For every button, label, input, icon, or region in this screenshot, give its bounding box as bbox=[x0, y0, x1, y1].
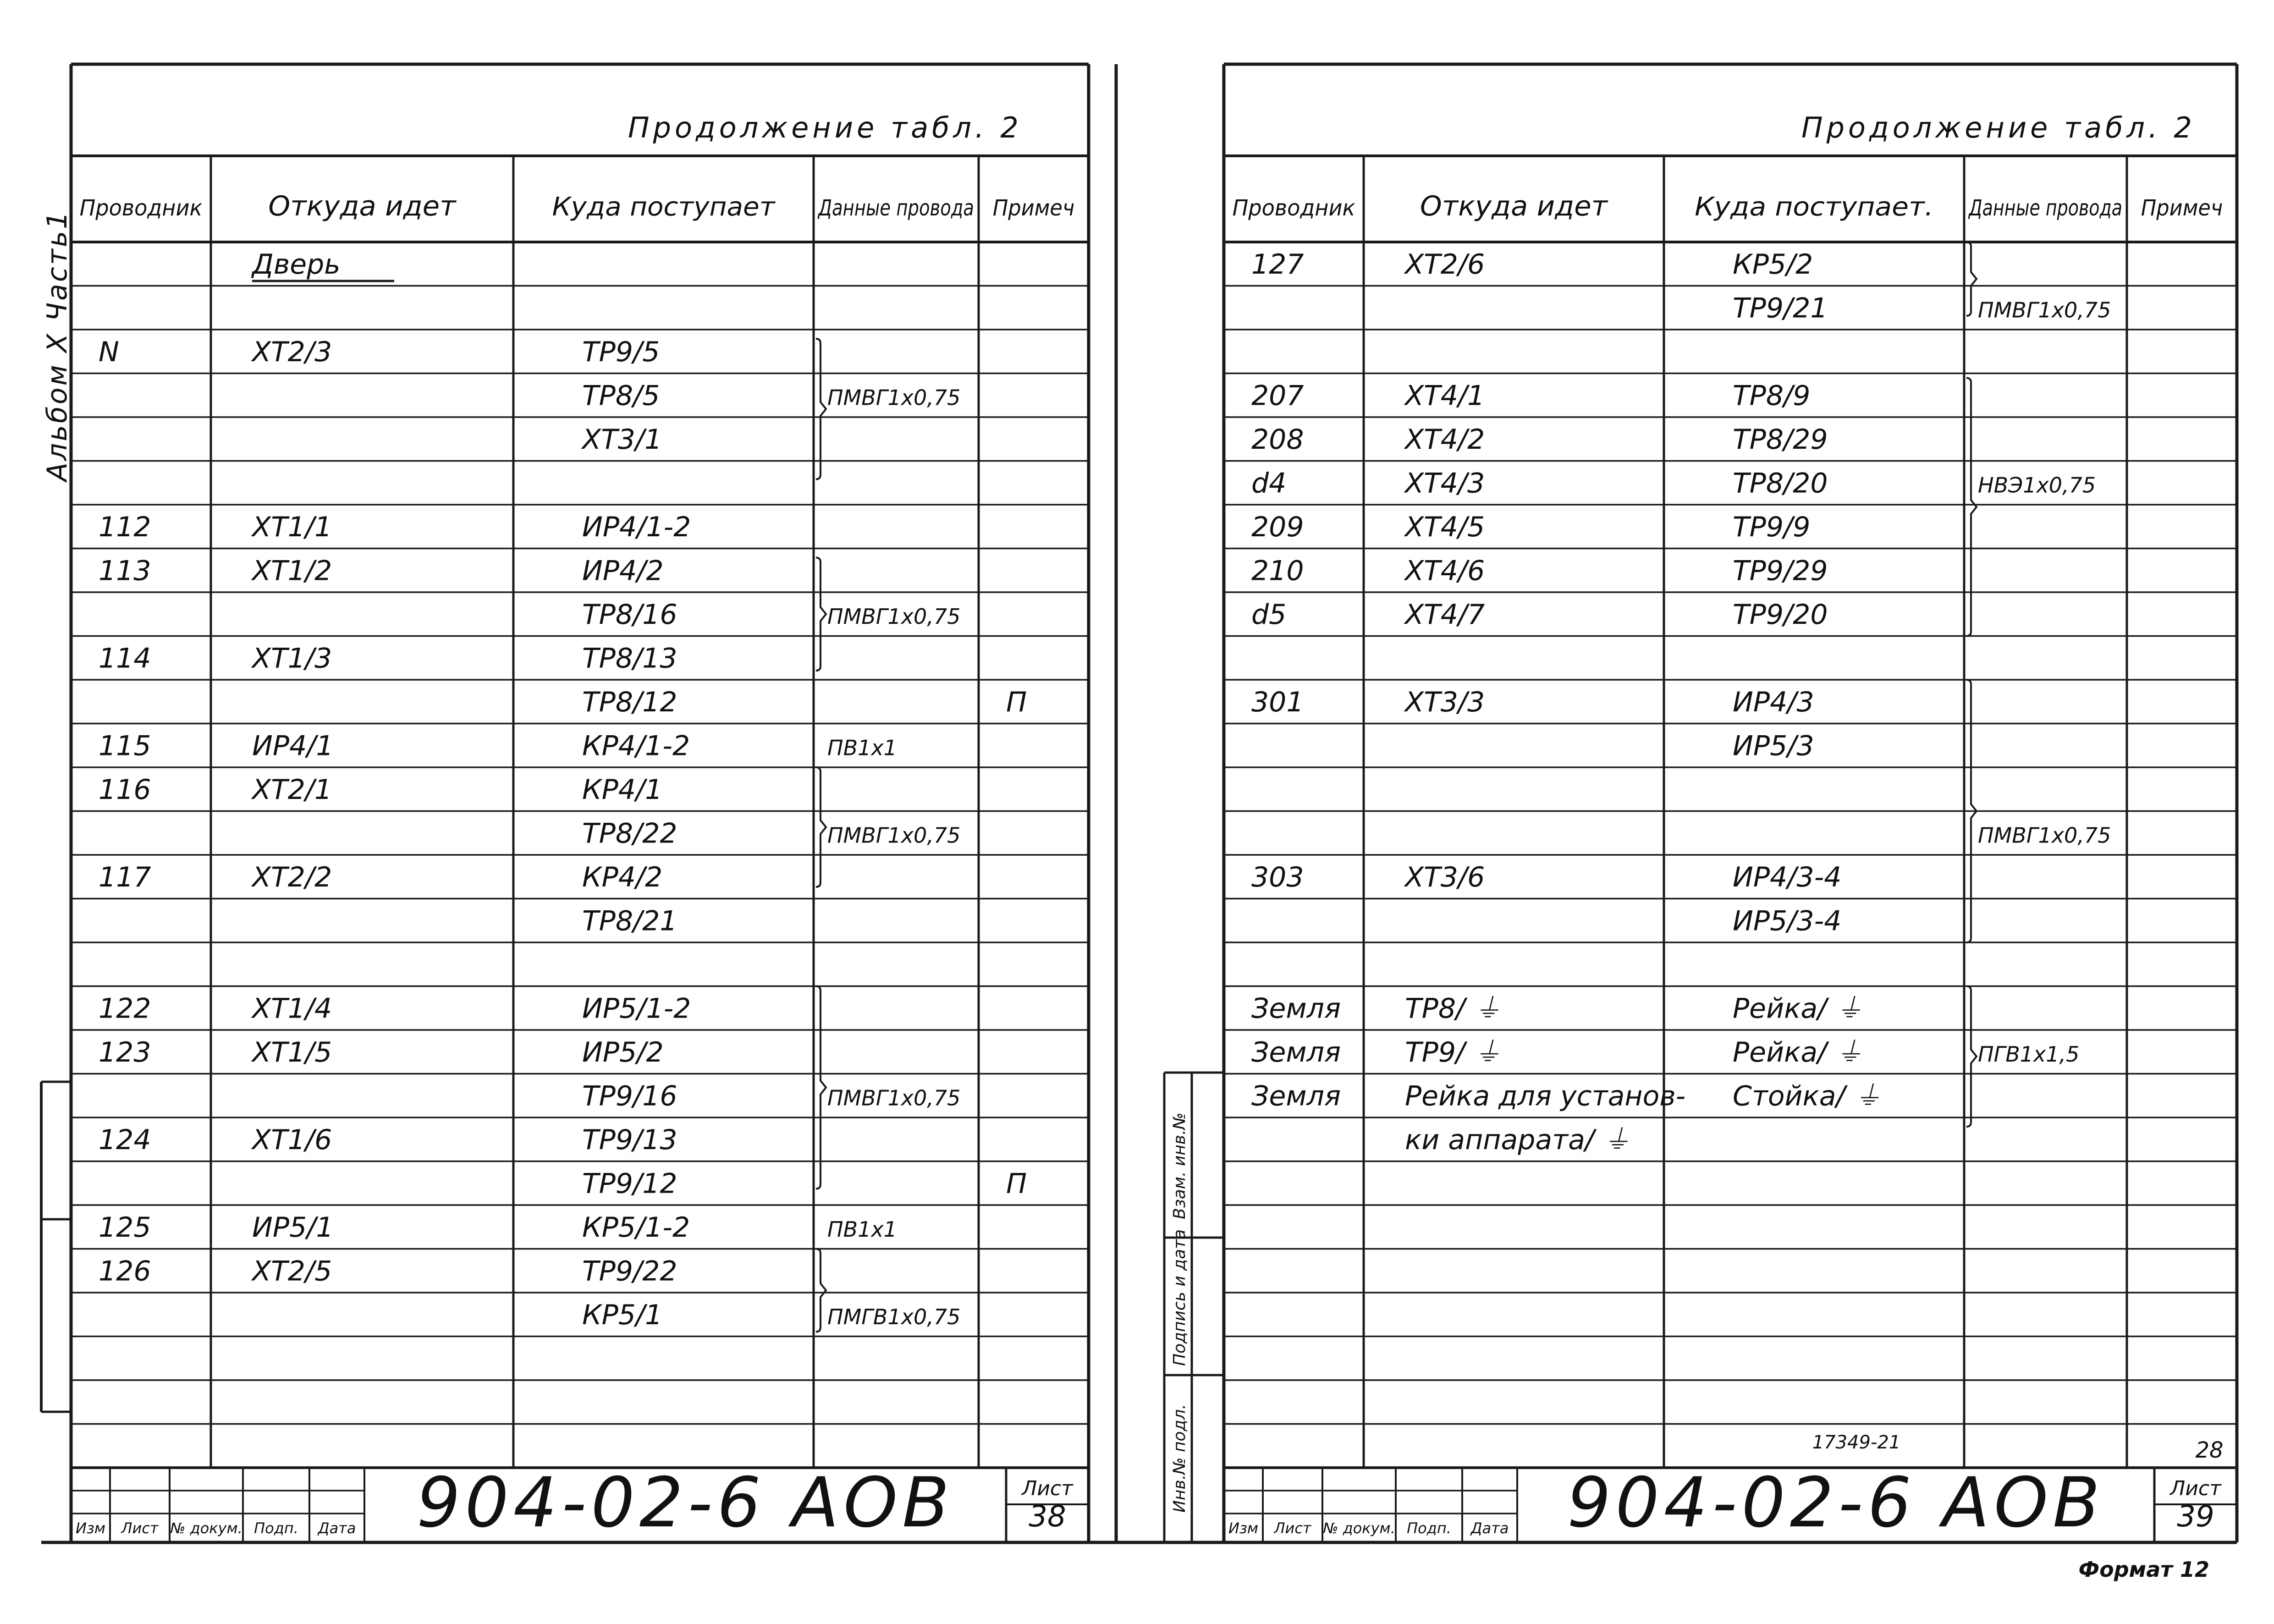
column-header: Данные провода bbox=[1968, 195, 2122, 221]
from-cell: XT2/6 bbox=[1405, 248, 1485, 281]
wire-data-cell: ПМГВ1х0,75 bbox=[827, 1304, 961, 1329]
from-cell: XT2/2 bbox=[252, 861, 332, 893]
from-cell: ИР5/1 bbox=[252, 1211, 334, 1244]
conductor-cell: 209 bbox=[1251, 511, 1304, 543]
to-cell: ИР4/2 bbox=[582, 555, 664, 587]
stamp-col-label: Дата bbox=[1470, 1519, 1509, 1537]
from-cell: XT1/1 bbox=[252, 511, 332, 543]
to-cell: TP8/22 bbox=[582, 817, 677, 850]
from-cell: XT4/5 bbox=[1405, 511, 1485, 543]
side-stamp-label: Подпись и дата bbox=[1170, 1229, 1189, 1366]
continuation-title: Продолжение табл. 2 bbox=[628, 111, 1022, 144]
group-brace bbox=[816, 767, 826, 887]
sheet-number: 39 bbox=[2177, 1500, 2214, 1534]
conductor-cell: 303 bbox=[1251, 861, 1304, 893]
note-cell: П bbox=[1006, 686, 1027, 718]
conductor-cell: 124 bbox=[99, 1123, 151, 1156]
wire-data-cell: ПМВГ1х0,75 bbox=[827, 385, 961, 410]
conductor-cell: 207 bbox=[1251, 380, 1304, 412]
column-header: Куда поступает bbox=[552, 192, 776, 222]
wire-data-cell: ПВ1х1 bbox=[827, 735, 897, 760]
to-cell: ИР5/3 bbox=[1733, 730, 1814, 762]
to-cell: TP9/22 bbox=[582, 1255, 677, 1288]
to-cell: Рейка/ ⏚ bbox=[1733, 1036, 1863, 1068]
to-cell: Рейка/ ⏚ bbox=[1733, 992, 1863, 1025]
to-cell: TP8/21 bbox=[582, 905, 677, 937]
from-cell: ИР4/1 bbox=[252, 730, 334, 762]
to-cell: TP8/9 bbox=[1733, 380, 1811, 412]
from-cell: XT1/4 bbox=[252, 992, 332, 1025]
column-header: Откуда идет bbox=[268, 190, 457, 222]
to-cell: TP8/16 bbox=[582, 598, 677, 631]
from-cell: Дверь bbox=[252, 248, 341, 281]
sheet-label: Лист bbox=[1022, 1477, 1073, 1500]
group-brace bbox=[816, 986, 826, 1189]
wire-data-cell: ПМВГ1х0,75 bbox=[1978, 297, 2111, 323]
from-cell: TP9/ ⏚ bbox=[1405, 1036, 1502, 1068]
to-cell: ИР5/2 bbox=[582, 1036, 664, 1068]
conductor-cell: 123 bbox=[99, 1036, 151, 1068]
group-brace bbox=[816, 1249, 826, 1332]
wire-data-cell: ПМВГ1х0,75 bbox=[1978, 823, 2111, 848]
group-brace bbox=[1966, 242, 1977, 316]
from-cell: XT4/3 bbox=[1405, 467, 1485, 500]
stamp-col-label: Подп. bbox=[1407, 1519, 1451, 1537]
conductor-cell: N bbox=[99, 336, 119, 368]
column-header: Примеч bbox=[992, 195, 1075, 221]
from-cell: TP8/ ⏚ bbox=[1405, 992, 1502, 1025]
wire-data-cell: ПМВГ1х0,75 bbox=[827, 823, 961, 848]
from-cell: XT2/5 bbox=[252, 1255, 332, 1288]
to-cell: ИР4/3-4 bbox=[1733, 861, 1842, 893]
to-cell: ИР4/3 bbox=[1733, 686, 1814, 718]
conductor-cell: Земля bbox=[1251, 992, 1341, 1025]
stamp-col-label: № докум. bbox=[1323, 1519, 1395, 1537]
from-cell: XT4/7 bbox=[1405, 598, 1485, 631]
document-number: 904-02-6 АОВ bbox=[1567, 1463, 2105, 1543]
conductor-cell: 115 bbox=[99, 730, 151, 762]
wire-data-cell: ПВ1х1 bbox=[827, 1217, 897, 1242]
conductor-cell: 112 bbox=[99, 511, 151, 543]
to-cell: КР4/2 bbox=[582, 861, 663, 893]
conductor-cell: d4 bbox=[1251, 467, 1287, 500]
stamp-col-label: № докум. bbox=[170, 1519, 242, 1537]
wire-data-cell: ПМВГ1х0,75 bbox=[827, 604, 961, 629]
sheet-label: Лист bbox=[2170, 1477, 2221, 1500]
to-cell: КР4/1-2 bbox=[582, 730, 690, 762]
conductor-cell: 208 bbox=[1251, 423, 1304, 456]
wire-data-cell: ПМВГ1х0,75 bbox=[827, 1085, 961, 1111]
column-header: Данные провода bbox=[817, 195, 974, 221]
to-cell: XT3/1 bbox=[582, 423, 662, 456]
conductor-cell: 125 bbox=[99, 1211, 151, 1244]
to-cell: TP9/16 bbox=[582, 1080, 677, 1112]
to-cell: TP8/5 bbox=[582, 380, 660, 412]
stamp-col-label: Изм bbox=[1228, 1519, 1259, 1537]
from-cell: XT2/1 bbox=[252, 773, 332, 806]
format-label: Формат 12 bbox=[2078, 1557, 2209, 1582]
sheet-number: 38 bbox=[1029, 1500, 1066, 1534]
from-cell: XT1/3 bbox=[252, 642, 332, 675]
to-cell: КР5/1-2 bbox=[582, 1211, 690, 1244]
group-brace bbox=[1966, 986, 1977, 1127]
from-cell: Рейка для установ- bbox=[1405, 1080, 1686, 1112]
note-cell: П bbox=[1006, 1167, 1027, 1200]
conductor-cell: 210 bbox=[1251, 555, 1304, 587]
from-cell: XT1/6 bbox=[252, 1123, 332, 1156]
to-cell: КР5/1 bbox=[582, 1299, 663, 1331]
group-brace bbox=[816, 558, 826, 671]
column-header: Откуда идет bbox=[1420, 190, 1609, 222]
stamp-col-label: Лист bbox=[121, 1519, 159, 1537]
to-cell: ИР5/1-2 bbox=[582, 992, 691, 1025]
conductor-cell: 114 bbox=[99, 642, 151, 675]
to-cell: TP8/29 bbox=[1733, 423, 1828, 456]
from-cell: XT1/2 bbox=[252, 555, 332, 587]
conductor-cell: 116 bbox=[99, 773, 151, 806]
conductor-cell: Земля bbox=[1251, 1036, 1341, 1068]
stamp-col-label: Дата bbox=[318, 1519, 356, 1537]
stamp-col-label: Подп. bbox=[254, 1519, 298, 1537]
stamp-col-label: Изм bbox=[75, 1519, 106, 1537]
album-label: Альбом X Часть1 bbox=[41, 209, 73, 481]
conductor-cell: 301 bbox=[1251, 686, 1304, 718]
conductor-cell: 122 bbox=[99, 992, 151, 1025]
to-cell: TP9/20 bbox=[1733, 598, 1828, 631]
to-cell: TP9/12 bbox=[582, 1167, 677, 1200]
document-number: 904-02-6 АОВ bbox=[416, 1463, 954, 1543]
from-cell: XT2/3 bbox=[252, 336, 332, 368]
to-cell: TP8/20 bbox=[1733, 467, 1828, 500]
to-cell: TP8/13 bbox=[582, 642, 677, 675]
conductor-cell: 117 bbox=[99, 861, 151, 893]
to-cell: TP8/12 bbox=[582, 686, 677, 718]
side-stamp-label: Инв.№ подл. bbox=[1170, 1404, 1189, 1513]
conductor-cell: Земля bbox=[1251, 1080, 1341, 1112]
to-cell: ИР4/1-2 bbox=[582, 511, 691, 543]
from-cell: ки аппарата/ ⏚ bbox=[1405, 1123, 1631, 1156]
to-cell: TP9/29 bbox=[1733, 555, 1828, 587]
to-cell: ИР5/3-4 bbox=[1733, 905, 1842, 937]
continuation-title: Продолжение табл. 2 bbox=[1801, 111, 2196, 144]
column-header: Проводник bbox=[1232, 195, 1355, 221]
wire-data-cell: НВЭ1х0,75 bbox=[1978, 473, 2096, 498]
wire-data-cell: ПГВ1х1,5 bbox=[1978, 1041, 2080, 1067]
stamp-col-label: Лист bbox=[1274, 1519, 1311, 1537]
column-header: Проводник bbox=[79, 195, 203, 221]
conductor-cell: 126 bbox=[99, 1255, 151, 1288]
conductor-cell: d5 bbox=[1251, 598, 1287, 631]
to-cell: TP9/13 bbox=[582, 1123, 677, 1156]
drawing-code: 17349-21 bbox=[1812, 1432, 1901, 1453]
from-cell: XT3/3 bbox=[1405, 686, 1485, 718]
conductor-cell: 127 bbox=[1251, 248, 1304, 281]
page-number: 28 bbox=[2195, 1437, 2224, 1463]
to-cell: КР4/1 bbox=[582, 773, 663, 806]
to-cell: TP9/9 bbox=[1733, 511, 1811, 543]
from-cell: XT4/6 bbox=[1405, 555, 1485, 587]
conductor-cell: 113 bbox=[99, 555, 151, 587]
group-brace bbox=[816, 339, 826, 479]
column-header: Примеч bbox=[2141, 195, 2223, 221]
to-cell: Стойка/ ⏚ bbox=[1733, 1080, 1882, 1112]
from-cell: XT4/1 bbox=[1405, 380, 1485, 412]
from-cell: XT4/2 bbox=[1405, 423, 1485, 456]
to-cell: TP9/5 bbox=[582, 336, 660, 368]
side-stamp-label: Взам. инв.№ bbox=[1170, 1112, 1189, 1219]
to-cell: TP9/21 bbox=[1733, 292, 1828, 325]
from-cell: XT1/5 bbox=[252, 1036, 332, 1068]
column-header: Куда поступает. bbox=[1695, 192, 1933, 222]
to-cell: КР5/2 bbox=[1733, 248, 1813, 281]
from-cell: XT3/6 bbox=[1405, 861, 1485, 893]
